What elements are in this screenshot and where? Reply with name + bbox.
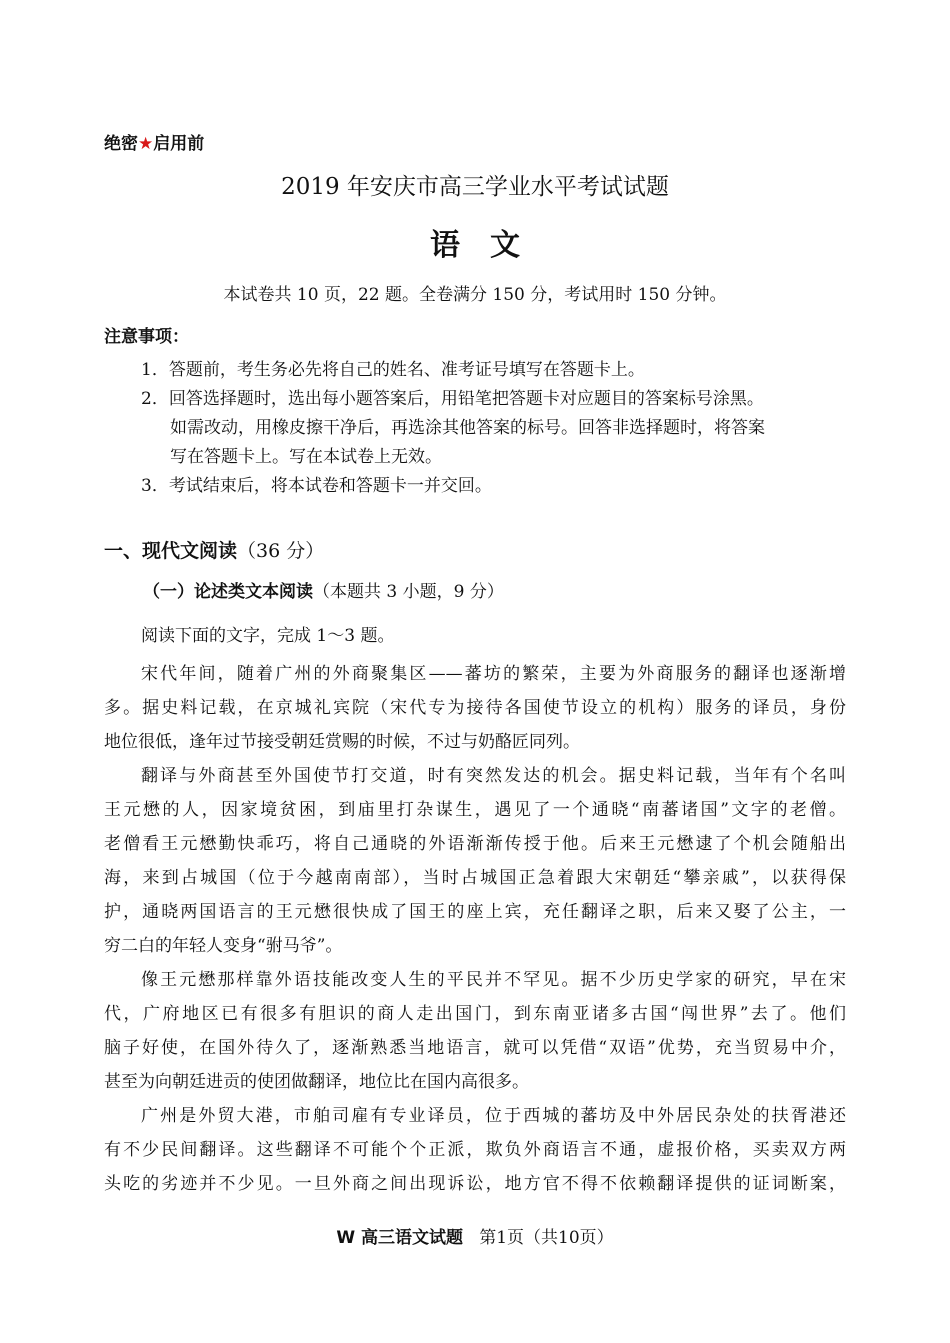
passage-line: 甚至为向朝廷进贡的使团做翻译，地位比在国内高很多。 xyxy=(104,1072,529,1092)
notice-item-1: 1．答题前，考生务必先将自己的姓名、准考证号填写在答题卡上。 xyxy=(141,360,645,380)
star-icon: ★ xyxy=(138,134,154,154)
passage-line: 护，通晓两国语言的王元懋很快成了国王的座上宾，充任翻译之职，后来又娶了公主，一 xyxy=(104,902,846,922)
passage-line: 穷二白的年轻人变身“驸马爷”。 xyxy=(104,936,343,956)
passage-line: 代，广府地区已有很多有胆识的商人走出国门，到东南亚诸多古国“闯世界”去了。他们 xyxy=(104,1004,846,1024)
section-heading xyxy=(104,537,324,565)
notice-item-2: 2．回答选择题时，选出每小题答案后，用铅笔把答题卡对应题目的答案标号涂黑。 xyxy=(141,389,764,409)
reading-instruction: 阅读下面的文字，完成 1～3 题。 xyxy=(141,626,395,646)
passage-line: 多。据史料记载，在京城礼宾院（宋代专为接待各国使节设立的机构）服务的译员，身份 xyxy=(104,698,846,718)
notice-item-2-cont: 写在答题卡上。写在本试卷上无效。 xyxy=(170,447,442,467)
section-heading-score: （36 分） xyxy=(237,540,325,562)
notice-item-3: 3．考试结束后，将本试卷和答题卡一并交回。 xyxy=(141,476,492,496)
passage-line: 翻译与外商甚至外国使节打交道，时有突然发达的机会。据史料记载，当年有个名叫 xyxy=(141,766,846,786)
passage-line: 地位很低，逢年过节接受朝廷赏赐的时候，不过与奶酪匠同列。 xyxy=(104,732,580,752)
section-heading-title: 一、现代文阅读 xyxy=(104,540,238,562)
confidential-label xyxy=(104,132,204,156)
footer-title: W 高三语文试题 xyxy=(336,1228,463,1248)
footer-page-number: 第1页（共10页） xyxy=(479,1228,614,1248)
passage-line: 宋代年间，随着广州的外商聚集区——蕃坊的繁荣，主要为外商服务的翻译也逐渐增 xyxy=(141,664,846,684)
passage-line: 老僧看王元懋勤快乖巧，将自己通晓的外语渐渐传授于他。后来王元懋逮了个机会随船出 xyxy=(104,834,846,854)
passage-line: 海，来到占城国（位于今越南南部），当时占城国正急着跟大宋朝廷“攀亲戚”，以获得保 xyxy=(104,868,846,888)
passage-line: 广州是外贸大港，市舶司雇有专业译员，位于西城的蕃坊及中外居民杂处的扶胥港还 xyxy=(141,1106,846,1126)
notice-item-2-cont: 如需改动，用橡皮擦干净后，再选涂其他答案的标号。回答非选择题时，将答案 xyxy=(170,418,765,438)
sub-section-note: （本题共 3 小题，9 分） xyxy=(313,582,504,602)
passage-line: 像王元懋那样靠外语技能改变人生的平民并不罕见。据不少历史学家的研究，早在宋 xyxy=(141,970,846,990)
confidential-suffix: 启用前 xyxy=(153,134,205,154)
exam-intro: 本试卷共 10 页，22 题。全卷满分 150 分，考试用时 150 分钟。 xyxy=(223,285,727,305)
passage-line: 头吃的劣迹并不少见。一旦外商之间出现诉讼，地方官不得不依赖翻译提供的证词断案， xyxy=(104,1174,846,1194)
page-footer xyxy=(0,1225,950,1251)
exam-title: 2019 年安庆市高三学业水平考试试题 xyxy=(281,174,669,200)
sub-section-heading xyxy=(143,578,504,606)
confidential-prefix: 绝密 xyxy=(104,134,138,154)
passage-line: 脑子好使，在国外待久了，逐渐熟悉当地语言，就可以凭借“双语”优势，充当贸易中介， xyxy=(104,1038,846,1058)
subject-title: 语文 xyxy=(430,228,550,263)
passage-line: 有不少民间翻译。这些翻译不可能个个正派，欺负外商语言不通，虚报价格，买卖双方两 xyxy=(104,1140,846,1160)
passage-line: 王元懋的人，因家境贫困，到庙里打杂谋生，遇见了一个通晓“南蕃诸国”文字的老僧。 xyxy=(104,800,846,820)
notice-heading: 注意事项： xyxy=(104,327,189,347)
sub-section-title: （一）论述类文本阅读 xyxy=(143,582,313,602)
